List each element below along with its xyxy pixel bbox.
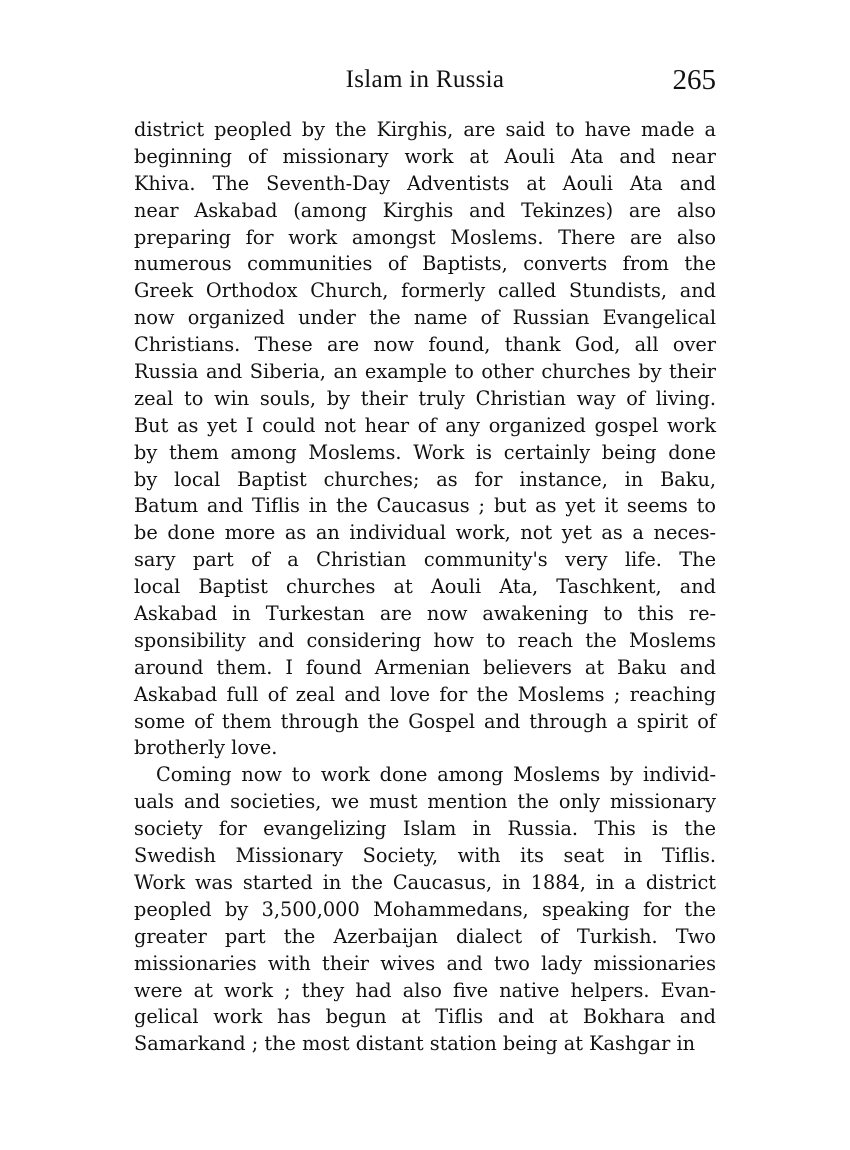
running-header	[134, 64, 716, 104]
running-title: Islam in Russia	[345, 66, 505, 93]
text-line: sponsibility and considering how to reach the Moslems	[134, 628, 716, 652]
text-line: some of them through the Gospel and through a spirit of	[134, 709, 716, 733]
text-line: brotherly love.	[134, 736, 278, 760]
text-line: Khiva. The Seventh-Day Adventists at Aouli Ata and	[134, 171, 716, 195]
text-line: sary part of a Christian community's very life. The	[134, 548, 716, 572]
text-line: preparing for work amongst Moslems. There are also	[134, 225, 716, 249]
text-line: numerous communities of Baptists, converts from the	[134, 252, 716, 276]
text-line: Russia and Siberia, an example to other churches by their	[134, 360, 716, 384]
text-line: But as yet I could not hear of any organized gospel work	[134, 413, 716, 437]
text-line: by them among Moslems. Work is certainly being done	[134, 440, 716, 464]
text-line: Samarkand ; the most distant station being at Kashgar in	[134, 1032, 696, 1056]
text-line: district peopled by the Kirghis, are said to have made a	[134, 118, 716, 141]
text-line: greater part the Azerbaijan dialect of Turkish. Two	[134, 924, 716, 948]
text-line: missionaries with their wives and two lady missionaries	[134, 951, 716, 975]
text-line: Coming now to work done among Moslems by individ-	[156, 763, 716, 787]
text-line: near Askabad (among Kirghis and Tekinzes) are also	[134, 198, 716, 222]
text-line: Greek Orthodox Church, formerly called Stundists, and	[134, 279, 716, 303]
text-line: Askabad in Turkestan are now awakening to this re-	[134, 602, 716, 626]
text-line: Work was started in the Caucasus, in 1884, in a district	[134, 870, 716, 894]
text-line: Christians. These are now found, thank God, all over	[134, 333, 716, 357]
text-line: by local Baptist churches; as for instance, in Baku,	[134, 467, 716, 491]
text-line: uals and societies, we must mention the only missionary	[134, 790, 716, 814]
text-line: beginning of missionary work at Aouli Ata and near	[134, 144, 716, 168]
text-line: around them. I found Armenian believers at Baku and	[134, 655, 716, 679]
text-line: Batum and Tiflis in the Caucasus ; but as yet it seems to	[134, 494, 716, 518]
body-text	[134, 117, 716, 1058]
text-line: now organized under the name of Russian Evangelical	[134, 306, 716, 330]
text-line: peopled by 3,500,000 Mohammedans, speaking for the	[134, 897, 716, 921]
text-line: Swedish Missionary Society, with its seat in Tiflis.	[134, 844, 716, 868]
paragraph	[134, 117, 716, 762]
text-line: be done more as an individual work, not yet as a neces-	[134, 521, 716, 545]
text-line: gelical work has begun at Tiflis and at Bokhara and	[134, 1005, 716, 1029]
text-line: local Baptist churches at Aouli Ata, Taschkent, and	[134, 575, 716, 599]
paragraph	[134, 762, 716, 1058]
page-number: 265	[672, 64, 716, 96]
text-line: society for evangelizing Islam in Russia. This is the	[134, 817, 716, 841]
text-line: Askabad full of zeal and love for the Moslems ; reaching	[134, 682, 716, 706]
text-line: were at work ; they had also five native helpers. Evan-	[134, 978, 716, 1002]
text-line: zeal to win souls, by their truly Christian way of living.	[134, 386, 716, 410]
